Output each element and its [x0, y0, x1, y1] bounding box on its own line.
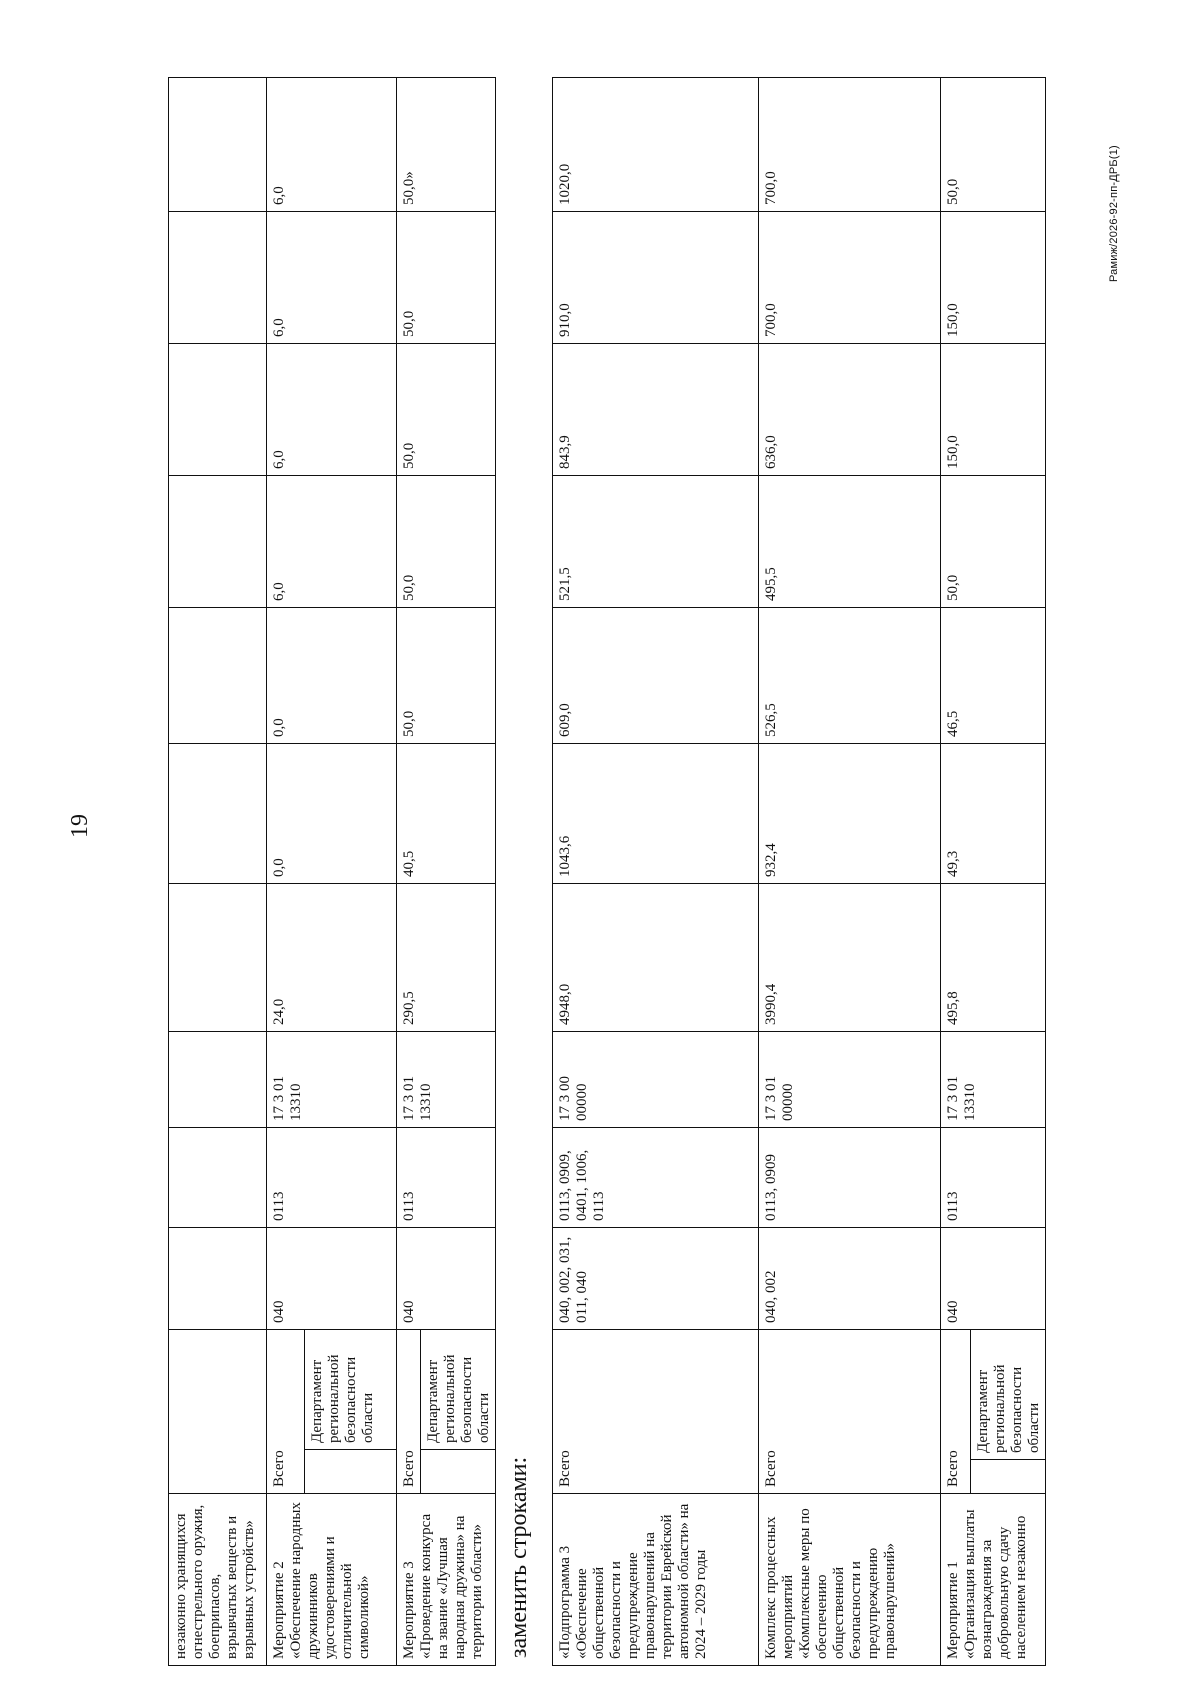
- year-2024-cell: 0,0: [267, 744, 397, 884]
- csr-cell: 17 3 01 00000: [759, 1031, 941, 1127]
- page-number: 19: [67, 814, 93, 838]
- year-2026-cell: 50,0: [941, 475, 1046, 607]
- row-name-cell: «Подпрограмма 3 «Обеспечение общественной безопасности и предупреждение правонарушений на территории Еврейской автономной области» на 2024 – 2029 годы: [553, 1494, 759, 1666]
- table-row: [759, 77, 941, 1665]
- year-2027-cell: [169, 344, 267, 476]
- csr-cell: 17 3 01 13310: [267, 1032, 397, 1128]
- year-2028-cell: [169, 212, 267, 344]
- table-row: [267, 78, 305, 1666]
- year-2028-cell: 150,0: [941, 211, 1046, 343]
- csr-cell: 17 3 01 13310: [941, 1031, 1046, 1127]
- year-2026-cell: 50,0: [397, 476, 496, 608]
- row-name-cell: Комплекс процессных мероприятий «Комплексные меры по обеспечению общественной безопасности и предупреждению правонарушений»: [759, 1494, 941, 1666]
- year-2028-cell: 6,0: [267, 212, 397, 344]
- total-cell: 495,8: [941, 883, 1046, 1031]
- executor-cell: Всего: [759, 1329, 941, 1493]
- sub-executor-cell: Департамент региональной безопасности области: [971, 1329, 1046, 1459]
- executor-spacer-cell: [421, 1450, 496, 1494]
- rzpr-cell: 0113, 0909, 0401, 1006, 0113: [553, 1127, 759, 1227]
- table-row: [397, 78, 421, 1666]
- rzpr-cell: [169, 1128, 267, 1228]
- rzpr-cell: 0113: [267, 1128, 397, 1228]
- total-cell: 4948,0: [553, 883, 759, 1031]
- rotated-table-area: [168, 78, 1086, 1666]
- executor-spacer-cell: [305, 1450, 397, 1494]
- rzpr-cell: 0113: [941, 1127, 1046, 1227]
- replace-instruction: заменить строками:: [506, 1456, 532, 1658]
- document-code: Рамиж/2026-92-пп-ДРБ(1): [1108, 145, 1120, 282]
- row-name-cell: Мероприятие 1 «Организация выплаты вознаграждения за добровольную сдачу населением незаконно: [941, 1494, 1046, 1666]
- year-2029-cell: 50,0»: [397, 78, 496, 212]
- year-2025-cell: 50,0: [397, 608, 496, 744]
- grbs-cell: 040, 002, 031, 011, 040: [553, 1227, 759, 1329]
- year-2025-cell: 46,5: [941, 607, 1046, 743]
- year-2029-cell: 6,0: [267, 78, 397, 212]
- year-2024-cell: 40,5: [397, 744, 496, 884]
- year-2029-cell: 1020,0: [553, 77, 759, 211]
- executor-cell: Всего: [397, 1330, 421, 1494]
- csr-cell: 17 3 01 13310: [397, 1032, 496, 1128]
- year-2025-cell: [169, 608, 267, 744]
- year-2026-cell: 521,5: [553, 475, 759, 607]
- year-2024-cell: 49,3: [941, 743, 1046, 883]
- year-2026-cell: 6,0: [267, 476, 397, 608]
- csr-cell: [169, 1032, 267, 1128]
- executor-spacer-cell: [971, 1460, 1046, 1494]
- rzpr-cell: 0113, 0909: [759, 1127, 941, 1227]
- year-2027-cell: 636,0: [759, 343, 941, 475]
- table-row: [553, 77, 759, 1665]
- year-2027-cell: 50,0: [397, 344, 496, 476]
- executor-cell: Всего: [267, 1330, 305, 1494]
- year-2025-cell: 0,0: [267, 608, 397, 744]
- grbs-cell: 040, 002: [759, 1227, 941, 1329]
- total-cell: [169, 884, 267, 1032]
- total-cell: 3990,4: [759, 883, 941, 1031]
- row-name-cell: незаконно хранящихся огнестрельного оружия, боеприпасов, взрывчатых веществ и взрывных устройств»: [169, 1494, 267, 1666]
- year-2024-cell: 932,4: [759, 743, 941, 883]
- rzpr-cell: 0113: [397, 1128, 496, 1228]
- csr-cell: 17 3 00 00000: [553, 1031, 759, 1127]
- year-2029-cell: [169, 78, 267, 212]
- budget-table-continuation: [168, 77, 496, 1666]
- grbs-cell: 040: [397, 1228, 496, 1330]
- sub-executor-cell: Департамент региональной безопасности области: [421, 1330, 496, 1450]
- sub-executor-cell: Департамент региональной безопасности области: [305, 1330, 397, 1450]
- executor-cell: [169, 1330, 267, 1494]
- year-2024-cell: [169, 744, 267, 884]
- year-2027-cell: 6,0: [267, 344, 397, 476]
- total-cell: 290,5: [397, 884, 496, 1032]
- row-name-cell: Мероприятие 3 «Проведение конкурса на звание «Лучшая народная дружина» на территории области»: [397, 1494, 496, 1666]
- executor-cell: Всего: [553, 1329, 759, 1493]
- grbs-cell: 040: [941, 1227, 1046, 1329]
- table-row: [169, 78, 267, 1666]
- year-2028-cell: 700,0: [759, 211, 941, 343]
- grbs-cell: [169, 1228, 267, 1330]
- year-2027-cell: 843,9: [553, 343, 759, 475]
- year-2029-cell: 700,0: [759, 77, 941, 211]
- year-2024-cell: 1043,6: [553, 743, 759, 883]
- year-2025-cell: 609,0: [553, 607, 759, 743]
- year-2028-cell: 50,0: [397, 212, 496, 344]
- year-2028-cell: 910,0: [553, 211, 759, 343]
- budget-table-replacement: [552, 77, 1046, 1666]
- table-row: [941, 77, 971, 1665]
- year-2025-cell: 526,5: [759, 607, 941, 743]
- year-2029-cell: 50,0: [941, 77, 1046, 211]
- year-2026-cell: 495,5: [759, 475, 941, 607]
- total-cell: 24,0: [267, 884, 397, 1032]
- row-name-cell: Мероприятие 2 «Обеспечение народных дружинников удостоверениями и отличительной символикой»: [267, 1494, 397, 1666]
- executor-cell: Всего: [941, 1329, 971, 1493]
- year-2026-cell: [169, 476, 267, 608]
- year-2027-cell: 150,0: [941, 343, 1046, 475]
- grbs-cell: 040: [267, 1228, 397, 1330]
